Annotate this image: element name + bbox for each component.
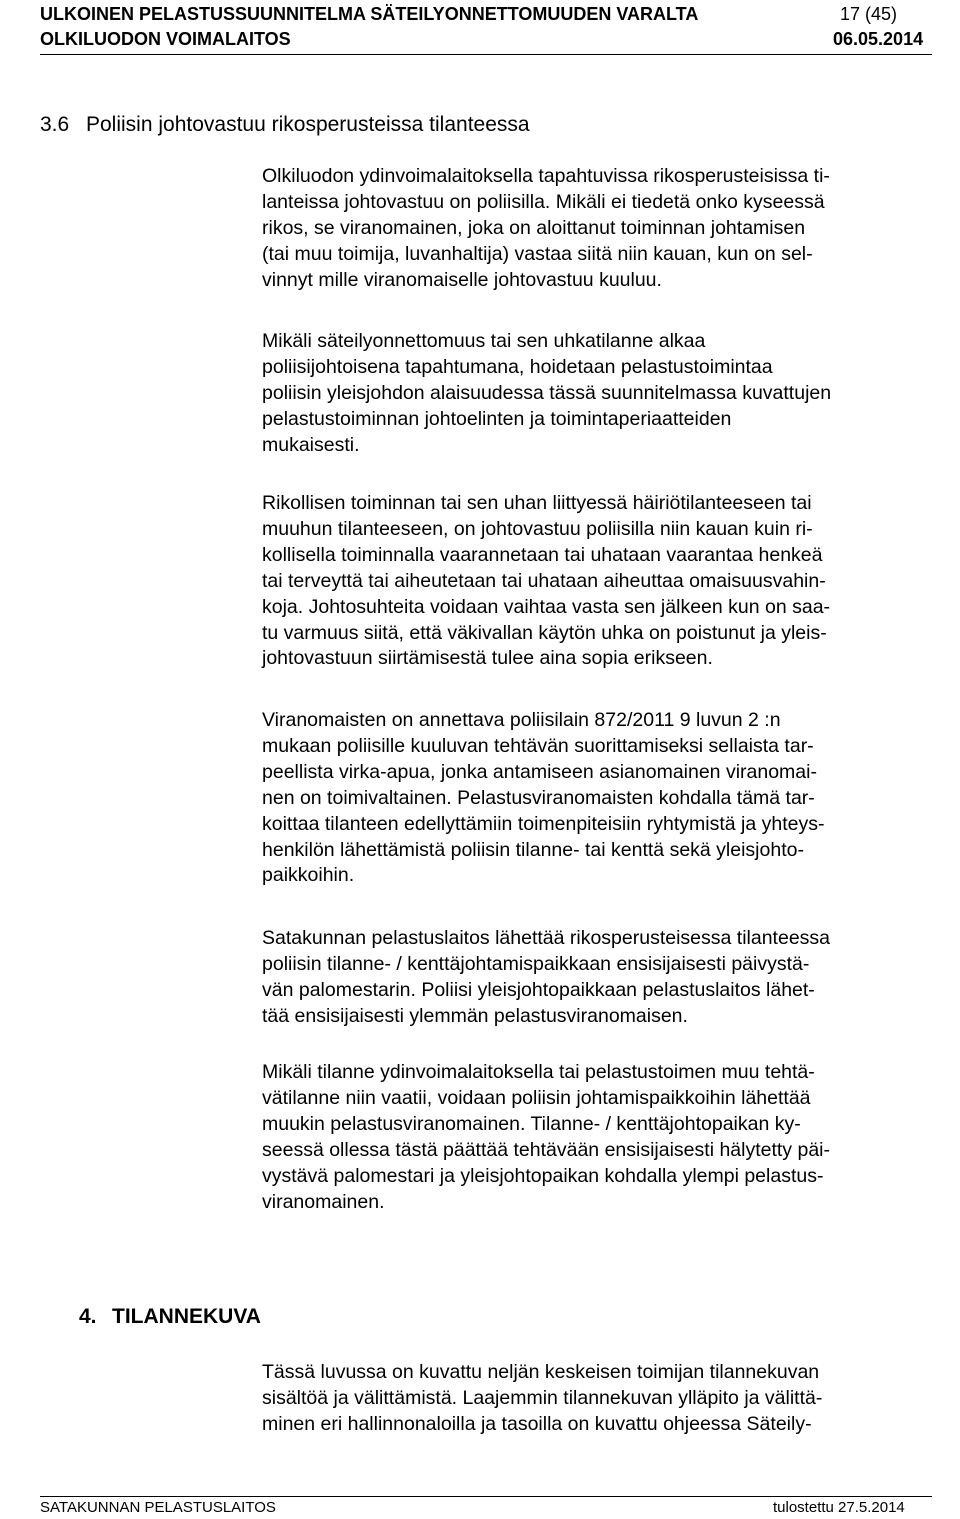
text-line: Viranomaisten on annettava poliisilain 872/2011 9 luvun 2 :n <box>262 709 781 731</box>
text-line: henkilön lähettämistä poliisin tilanne- tai kenttä sekä yleisjohto- <box>262 838 804 861</box>
text-line: poliisijohtoisena tapahtumana, hoidetaan pelastustoimintaa <box>262 355 773 378</box>
text-line: viranomainen. <box>262 1190 385 1213</box>
text-line: muukin pelastusviranomainen. Tilanne- / kenttäjohtopaikan ky- <box>262 1112 801 1135</box>
chapter-number: 4. <box>79 1305 97 1328</box>
paragraph <box>262 926 960 1030</box>
paragraph <box>262 329 960 459</box>
text-line: vän palomestarin. Poliisi yleisjohtopaikkaan pelastuslaitos lähet- <box>262 978 815 1001</box>
text-line: poliisin yleisjohdon alaisuudessa tässä suunnitelmassa kuvattujen <box>262 381 832 404</box>
text-line: (tai muu toimija, luvanhaltija) vastaa siitä niin kauan, kun on sel- <box>262 242 813 265</box>
text-line: vätilanne niin vaatii, voidaan poliisin johtamispaikkoihin lähettää <box>262 1086 811 1109</box>
document-title: ULKOINEN PELASTUSSUUNNITELMA SÄTEILYONNETTOMUUDEN VARALTA <box>40 4 699 24</box>
document-date: 06.05.2014 <box>833 29 924 49</box>
text-line: Mikäli tilanne ydinvoimalaitoksella tai pelastustoimen muu tehtä- <box>262 1061 815 1083</box>
chapter-heading <box>79 1303 261 1331</box>
text-line: lanteissa johtovastuu on poliisilla. Mikäli ei tiedetä onko kyseessä <box>262 190 825 213</box>
text-line: koittaa tilanteen edellyttämiin toimenpiteisiin ryhtymistä ja yhteys- <box>262 812 825 835</box>
text-line: mukaan poliisille kuuluvan tehtävän suorittamiseksi sellaista tar- <box>262 734 814 757</box>
text-line: rikos, se viranomainen, joka on aloittanut toiminnan johtamisen <box>262 216 806 239</box>
text-line: tu varmuus siitä, että väkivallan käytön uhka on poistunut ja yleis- <box>262 621 827 644</box>
text-line: sisältöä ja välittämistä. Laajemmin tilannekuvan ylläpito ja välittä- <box>262 1386 823 1409</box>
footer-divider <box>40 1496 932 1497</box>
text-line: koja. Johtosuhteita voidaan vaihtaa vasta sen jälkeen kun on saa- <box>262 595 831 618</box>
paragraph <box>262 164 960 294</box>
footer-organization: SATAKUNNAN PELASTUSLAITOS <box>40 1499 276 1516</box>
text-line: pelastustoiminnan johtoelinten ja toimintaperiaatteiden <box>262 407 732 430</box>
footer-print-date: tulostettu 27.5.2014 <box>773 1499 905 1516</box>
paragraph <box>262 708 960 889</box>
chapter-title: TILANNEKUVA <box>112 1305 261 1328</box>
text-line: minen eri hallinnonaloilla ja tasoilla on kuvattu ohjeessa Säteily- <box>262 1412 812 1435</box>
text-line: mukaisesti. <box>262 433 360 456</box>
section-heading <box>40 111 530 139</box>
text-line: seessä ollessa tästä päättää tehtävään ensisijaisesti hälytetty päi- <box>262 1138 830 1161</box>
page-number: 17 (45) <box>840 4 898 24</box>
chapter-intro <box>262 1360 960 1438</box>
text-line: Tässä luvussa on kuvattu neljän keskeisen toimijan tilannekuvan <box>262 1361 820 1383</box>
text-line: nen on toimivaltainen. Pelastusviranomaisten kohdalla tämä tar- <box>262 786 815 809</box>
text-line: tää ensisijaisesti ylemmän pelastusviranomaisen. <box>262 1004 688 1027</box>
text-line: johtovastuun siirtämisestä tulee aina sopia erikseen. <box>262 647 713 670</box>
plant-name: OLKILUODON VOIMALAITOS <box>40 29 291 49</box>
section-title: Poliisin johtovastuu rikosperusteissa tilanteessa <box>86 113 530 136</box>
paragraph <box>262 1060 960 1215</box>
paragraph <box>262 491 960 672</box>
text-line: Rikollisen toiminnan tai sen uhan liittyessä häiriötilanteeseen tai <box>262 492 812 514</box>
text-line: muuhun tilanteeseen, on johtovastuu poliisilla niin kauan kuin ri- <box>262 517 813 540</box>
section-number: 3.6 <box>40 113 70 136</box>
text-line: peellista virka-apua, jonka antamiseen asianomainen viranomai- <box>262 760 817 783</box>
text-line: tai terveyttä tai aiheutetaan tai uhataan aiheuttaa omaisuusvahin- <box>262 569 826 592</box>
text-line: vystävä palomestari ja yleisjohtopaikan kohdalla ylempi pelastus- <box>262 1164 824 1187</box>
text-line: Satakunnan pelastuslaitos lähettää rikosperusteisessa tilanteessa <box>262 927 831 949</box>
text-line: vinnyt mille viranomaiselle johtovastuu kuuluu. <box>262 268 662 291</box>
text-line: kollisella toiminnalla vaarannetaan tai uhataan vaarantaa henkeä <box>262 543 823 566</box>
text-line: Mikäli säteilyonnettomuus tai sen uhkatilanne alkaa <box>262 330 706 352</box>
text-line: paikkoihin. <box>262 864 355 887</box>
text-line: poliisin tilanne- / kenttäjohtamispaikkaan ensisijaisesti päivystä- <box>262 952 810 975</box>
header-divider <box>40 54 932 55</box>
text-line: Olkiluodon ydinvoimalaitoksella tapahtuvissa rikosperusteisissa ti- <box>262 165 830 187</box>
